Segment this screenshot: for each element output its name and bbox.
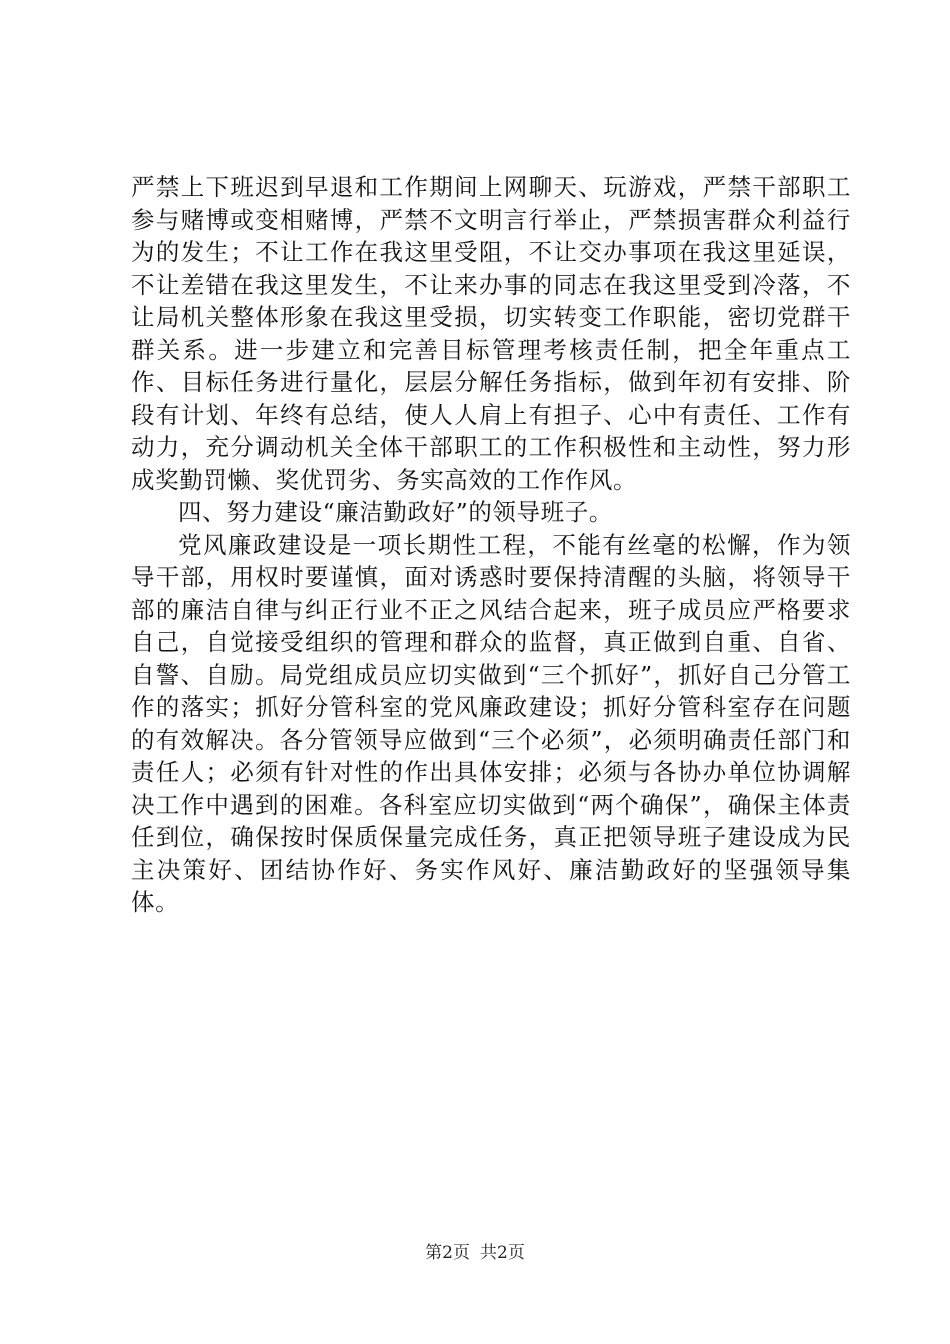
page-footer [0,1243,950,1263]
paragraph-continuation: 严禁上下班迟到早退和工作期间上网聊天、玩游戏，严禁干部职工参与赌博或变相赌博，严禁不文明言行举止，严禁损害群众利益行为的发生；不让工作在我这里受阻，不让交办事项在我这里延误，不让差错在我这里发生，不让来办事的同志在我这里受到冷落，不让局机关整体形象在我这里受损，切实转变工作职能，密切党群干群关系。进一步建立和完善目标管理考核责任制，把全年重点工作、目标任务进行量化，层层分解任务指标，做到年初有安排、阶段有计划、年终有总结，使人人肩上有担子、心中有责任、工作有动力，充分调动机关全体干部职工的工作积极性和主动性，努力形成奖勤罚懒、奖优罚劣、务实高效的工作作风。 [131,173,851,494]
section-heading: 四、努力建设“廉洁勤政好”的领导班子。 [178,498,613,526]
document-body [131,171,851,919]
paragraph-body: 党风廉政建设是一项长期性工程，不能有丝毫的松懈，作为领导干部，用权时要谨慎，面对诱惑时要保持清醒的头脑，将领导干部的廉洁自律与纠正行业不正之风结合起来，班子成员应严格要求自己，自觉接受组织的管理和群众的监督，真正做到自重、自省、自警、自励。局党组成员应切实做到“三个抓好”，抓好自己分管工作的落实；抓好分管科室的党风廉政建设；抓好分管科室存在问题的有效解决。各分管领导应做到“三个必须”，必须明确责任部门和责任人；必须有针对性的作出具体安排；必须与各协办单位协调解决工作中遇到的困难。各科室应切实做到“两个确保”，确保主体责任到位，确保按时保质保量完成任务，真正把领导班子建设成为民主决策好、团结协作好、务实作风好、廉洁勤政好的坚强领导集体。 [131,530,851,916]
page-number: 第2页 [425,1243,470,1263]
page-total: 共2页 [480,1243,525,1263]
